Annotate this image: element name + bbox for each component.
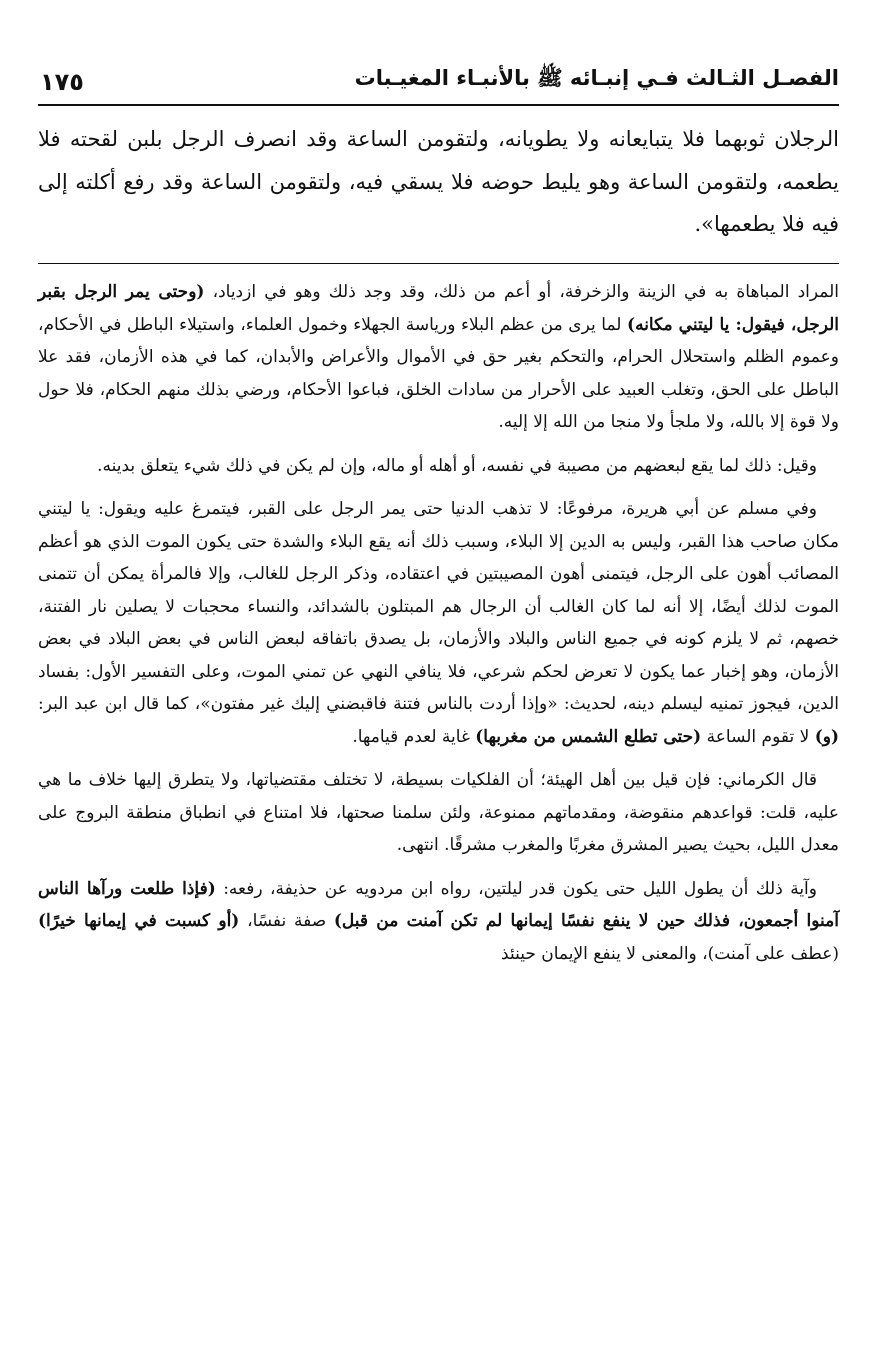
commentary bbox=[38, 276, 839, 981]
separator-rule bbox=[38, 263, 839, 264]
page-number: ١٧٥ bbox=[40, 68, 84, 96]
p5-text-e: (عطف على آمنت)، والمعنى لا ينفع الإيمان حينئذ bbox=[501, 943, 839, 964]
commentary-paragraph-2: وقيل: ذلك لما يقع لبعضهم من مصيبة في نفسه، أو أهله أو ماله، وإن لم يكن في ذلك شيء يتعلق بدينه. bbox=[97, 455, 817, 476]
commentary-paragraph-1 bbox=[38, 276, 839, 439]
hadith-text: الرجلان ثوبهما فلا يتبايعانه ولا يطويانه، ولتقومن الساعة وقد انصرف الرجل بلبن لقحته فلا يطعمه، ولتقومن الساعة وهو يليط حوضه فلا يسقي فيه، ولتقومن الساعة وقد رفع أكلته إلى فيه فلا يطعمها». bbox=[38, 127, 839, 236]
p1-text-c: لما يرى من عظم البلاء ورياسة الجهلاء وخمول العلماء، واستيلاء الباطل في الأحكام، وعموم الظلم واستحلال الحرام، والتحكم بغير حق في الأموال والأعراض والأبدان، كما في هذه الأزمان، فقد علا الباطل على الحق، وتغلب العبيد على الأحرار من سادات الخلق، فباعوا الأحكام، ورضي بذلك منهم الحكام، فلا حول ولا قوة إلا بالله، ولا ملجأ ولا منجا من الله إلا إليه. bbox=[38, 314, 839, 432]
p5-text-c: صفة نفسًا، bbox=[239, 911, 334, 931]
p3-quote-wa: (و) bbox=[814, 726, 839, 747]
p1-quote: (وحتى يمر الرجل بقبر الرجل، فيقول: يا ليتني مكانه) bbox=[38, 282, 839, 335]
commentary-paragraph-4: قال الكرماني: فإن قيل بين أهل الهيئة؛ أن الفلكيات بسيطة، لا تختلف مقتضياتها، ولا يتطرق إليها خلاف ما هي عليه، قلت: قواعدهم منقوضة، ومقدماتهم ممنوعة، ولئن سلمنا صحتها، فلا امتناع في انطباق منطقة البروج على معدل الليل، بحيث يصير المشرق مغربًا والمغرب مشرقًا. انتهى. bbox=[38, 770, 839, 855]
p5-text-a: وآية ذلك أن يطول الليل حتى يكون قدر ليلتين، رواه ابن مردويه عن حذيفة، رفعه: bbox=[215, 878, 817, 899]
commentary-paragraph-5 bbox=[38, 873, 839, 971]
running-header bbox=[40, 56, 839, 96]
p3-quote-sun: (حتى تطلع الشمس من مغربها) bbox=[475, 726, 702, 747]
p3-text-c: لا تقوم الساعة bbox=[701, 726, 815, 747]
p1-text-a: المراد المباهاة به في الزينة والزخرفة، أو أعم من ذلك، وقد وجد ذلك وهو في ازدياد، bbox=[204, 282, 839, 302]
p3-text-e: غاية لعدم قيامها. bbox=[352, 726, 476, 747]
chapter-title: الفصـل الثـالث فـي إنبـائه ﷺ بالأنبـاء المغيـبات bbox=[354, 66, 839, 90]
p5-quote-kasabat: (أو كسبت في إيمانها خيرًا) bbox=[38, 911, 240, 931]
p3-text-a: وفي مسلم عن أبي هريرة، مرفوعًا: لا تذهب الدنيا حتى يمر الرجل على القبر، فيتمرغ عليه ويقول: يا ليتني مكان صاحب هذا القبر، وليس به الدين إلا البلاء، وسبب ذلك أنه يقع البلاء والشدة حتى يكون الموت الذي هو أعظم المصائب أهون على الرجل، فيتمنى أهون المصيبتين في اعتقاده، وذكر الرجل للغالب، وإلا فالمرأة يمكن أن تتمنى الموت لذلك أيضًا، إلا أنه لما كان الغالب أن الرجال هم المبتلون بالشدائد، والنساء محجبات لا يصلين نار الفتنة، خصهم، ثم لا يلزم كونه في جميع الناس والبلاد والأزمان، بل يصدق باتفاقه لبعض الناس في بعض البلاد في بعض الأزمان، وهو إخبار عما يكون لا تعرض لحكم شرعي، فلا ينافي النهي عن تمني الموت، وعلى التفسير الأول: بفساد الدين، فيجوز تمنيه ليسلم دينه، لحديث: «وإذا أردت بالناس فتنة فاقبضني إليك غير مفتون»، كما قال ابن عبد البر: bbox=[38, 499, 839, 714]
header-rule bbox=[38, 104, 839, 106]
commentary-paragraph-3 bbox=[38, 493, 839, 753]
p5-quote-verse: (فإذا طلعت ورآها الناس آمنوا أجمعون، فذلك حين لا ينفع نفسًا إيمانها لم تكن آمنت من قبل) bbox=[38, 878, 839, 931]
